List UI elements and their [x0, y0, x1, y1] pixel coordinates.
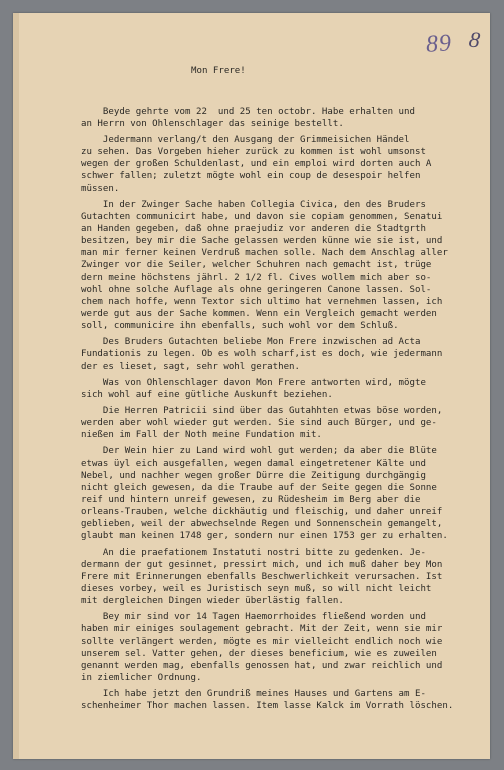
document-page	[13, 13, 490, 759]
text-line: dieses vorbey, weil es Juristisch seyn muß, so will nicht leicht	[81, 583, 432, 594]
text-line: man mir ferner keinen Verdruß machen solle. Nach dem Anschlag aller	[81, 248, 448, 259]
text-line: in ziemlicher Ordnung.	[81, 672, 202, 683]
text-line: genannt werden mag, ebenfalls genossen hat, und zwar reichlich und	[81, 660, 443, 671]
text-line: werde gut aus der Sache kommen. Wenn ein Vergleich gemacht werden	[81, 309, 437, 320]
text-line: werden aber wohl wieder gut werden. Sie sind auch Bürger, und ge-	[81, 418, 437, 429]
text-line: sich wohl auf eine gütliche Auskunft beziehen.	[81, 389, 333, 400]
text-line: Nebel, und nachher wegen großer Dürre die Zeitigung durchgängig	[81, 470, 426, 481]
text-line: an Herrn von Ohlenschlager das seinige bestellt.	[81, 118, 344, 129]
archive-number: 89	[425, 30, 453, 58]
text-line: Gutachten communicirt habe, und davon sie copiam genommen, Senatui	[81, 211, 443, 222]
text-line: Zwinger vor die Seiler, welcher Schuhren nach gemacht ist, trüge	[81, 260, 432, 271]
text-line: besitzen, bey mir die Sache gelassen werden künne wie sie ist, und	[81, 236, 443, 247]
text-line: an Handen gegeben, daß ohne praejudiz vor anderen die Stadtgrth	[81, 224, 426, 235]
text-line: unserem sel. Vatter gehen, der dieses beneficium, wie es zuweilen	[81, 648, 437, 659]
text-line: An die praefationem Instatuti nostri bitte zu gedenken. Je-	[81, 547, 426, 558]
text-line: Der Wein hier zu Land wird wohl gut werden; da aber die Blüte	[81, 446, 437, 457]
text-line: dern meine höchstens jährl. 2 1/2 fl. Cives wollem mich aber so-	[81, 272, 432, 283]
text-line: etwas üyl eich ausgefallen, wegen damal eingetretener Kälte und	[81, 458, 426, 469]
page-edge	[13, 13, 19, 759]
letter-body	[81, 41, 485, 712]
text-line: zu sehen. Das Vorgeben hieher zurück zu kommen ist wohl umsonst	[81, 147, 426, 158]
archive-number-secondary: 8	[467, 26, 482, 53]
text-line: schenheimer Thor machen lassen. Item lasse Kalck im Vorrath löschen.	[81, 701, 454, 712]
text-line: reif und hintern unreif gewesen, zu Rüdesheim im Berg aber die	[81, 494, 421, 505]
text-line: Fundationis zu legen. Ob es wolh scharf,ist es doch, wie jedermann	[81, 349, 443, 360]
text-line: glaubt man keinen 1748 ger, sondern nur einen 1753 ger zu erhalten.	[81, 531, 448, 542]
text-line: schwer fallen; zuletzt mögte wohl ein coup de desespoir helfen	[81, 171, 421, 182]
text-line: nießen im Fall der Noth meine Fundation mit.	[81, 430, 322, 441]
text-line: chem nach hoffe, wenn Textor sich ultimo hat vernehmen lassen, ich	[81, 296, 443, 307]
text-line: Frere mit Erinnerungen ebenfalls Beschwerlichkeit verursachen. Ist	[81, 571, 443, 582]
text-line: haben mir einiges soulagement gebracht. Mit der Zeit, wenn sie mir	[81, 624, 443, 635]
text-line: orleans-Trauben, welche dickhäutig und fleischig, und daher unreif	[81, 507, 443, 518]
text-line: Bey mir sind vor 14 Tagen Haemorrhoides fließend worden und	[81, 612, 426, 623]
text-line: der es lieset, sagt, sehr wohl gerathen.	[81, 361, 300, 372]
text-line: In der Zwinger Sache haben Collegia Civica, den des Bruders	[81, 199, 426, 210]
text-line: wohl ohne solche Auflage als ohne geringeren Canone lassen. Sol-	[81, 284, 432, 295]
text-line: dermann der gut gesinnet, pressirt mich, und ich muß daher bey Mon	[81, 559, 443, 570]
text-line: wegen der großen Schuldenlast, und ein emploi wird dorten auch A	[81, 159, 432, 170]
text-line: nicht gleich gewesen, da die Traube auf der Seite gegen die Sonne	[81, 482, 437, 493]
text-line: soll, communicire ihn ebenfalls, such wohl vor dem Schluß.	[81, 321, 399, 332]
text-line: geblieben, weil der abwechselnde Regen und Sonnenschein gemangelt,	[81, 519, 443, 530]
text-line: Die Herren Patricii sind über das Gutahhten etwas böse worden,	[81, 406, 443, 416]
text-line: müssen.	[81, 183, 120, 194]
text-line: Was von Ohlenschlager davon Mon Frere antworten wird, mögte	[81, 377, 426, 388]
text-line: Ich habe jetzt den Grundriß meines Hauses und Gartens am E-	[81, 689, 426, 700]
text-line: mit dergleichen Dingen wieder überlästig fallen.	[81, 596, 344, 607]
text-line: Beyde gehrte vom 22 und 25 ten octobr. Habe erhalten und	[81, 106, 415, 117]
text-line: sollte verlängert werden, mögte es mir vielleicht endlich noch wie	[81, 636, 443, 647]
text-line: Des Bruders Gutachten beliebe Mon Frere inzwischen ad Acta	[81, 337, 421, 348]
salutation: Mon Frere!	[191, 66, 246, 77]
text-line: Jedermann verlang/t den Ausgang der Grimmeisichen Händel	[81, 135, 410, 146]
